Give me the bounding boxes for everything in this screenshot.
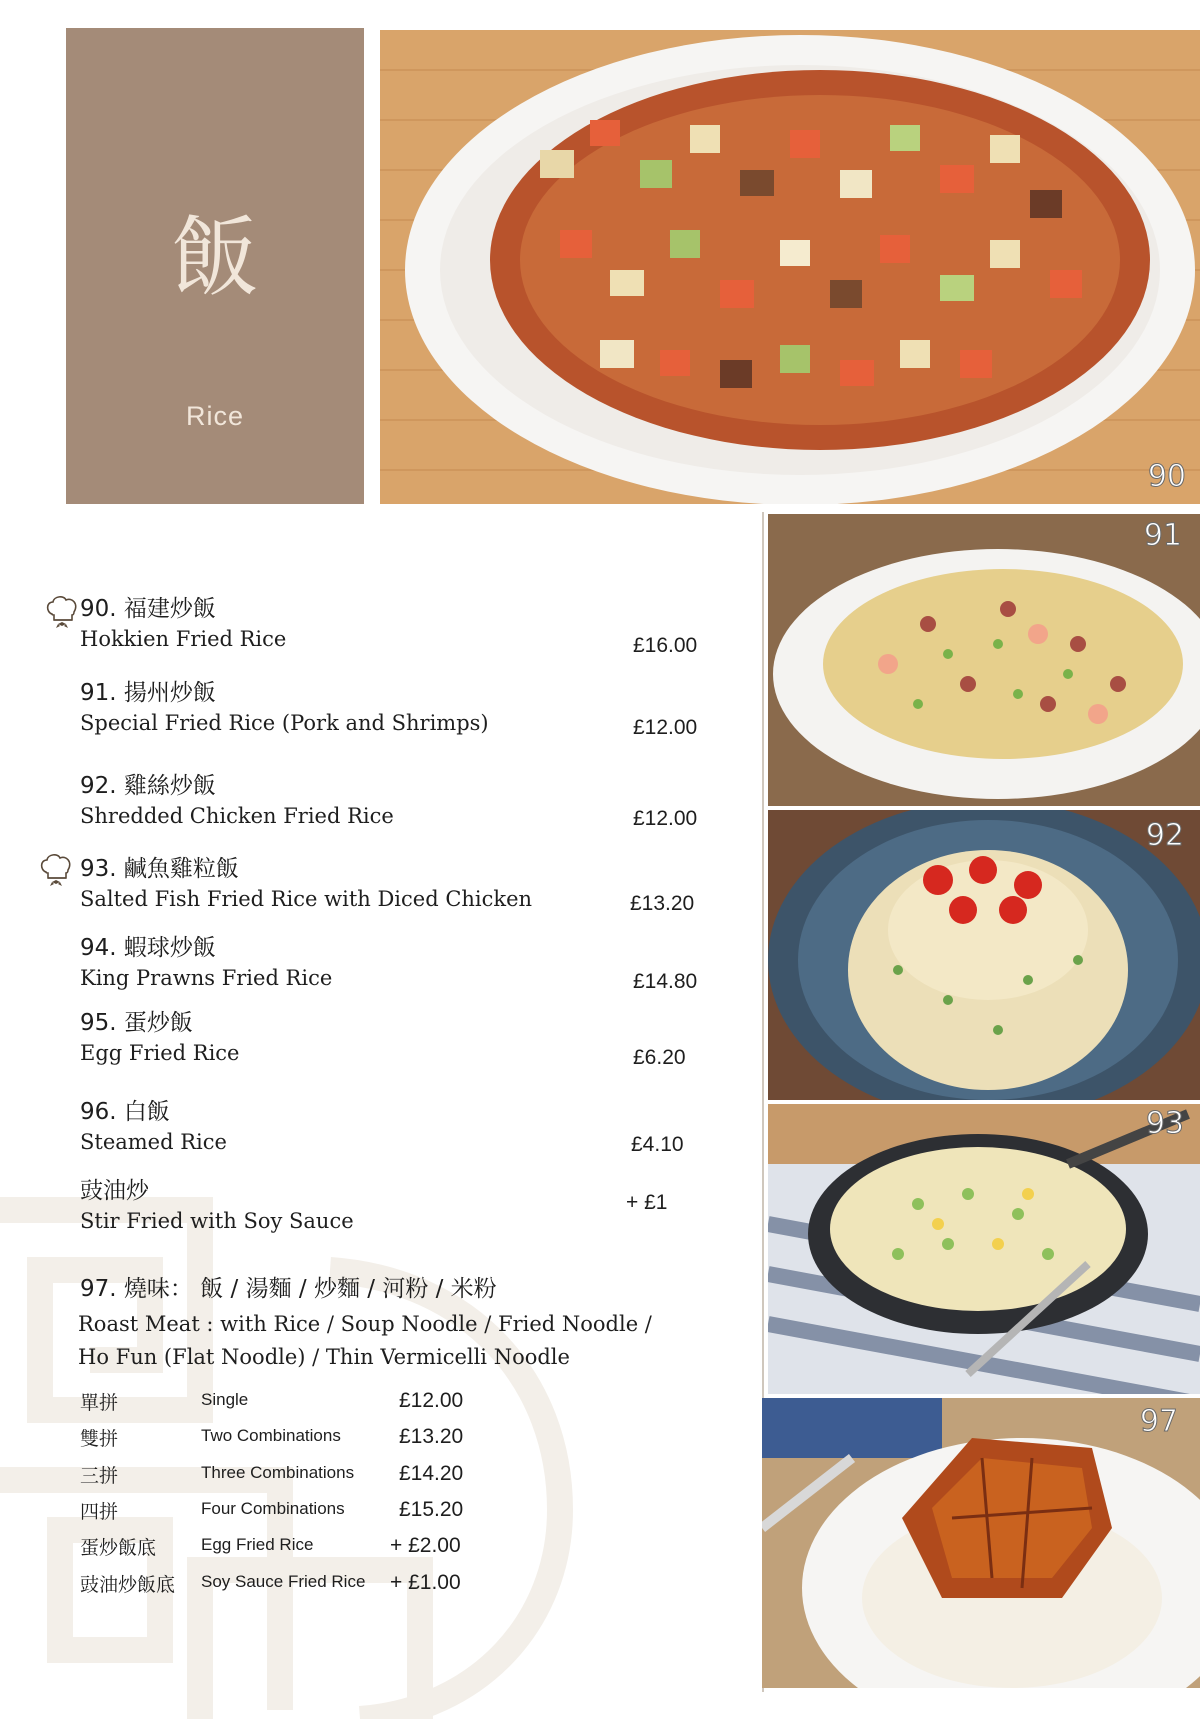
menu-item-94 (80, 933, 720, 993)
combo-row-three (80, 1461, 500, 1491)
combo-chinese: 豉油炒飯底 (80, 1574, 176, 1596)
section-title-chinese: 飯 (170, 206, 259, 309)
combo-price: £14.20 (399, 1462, 464, 1485)
item-price: £14.80 (633, 970, 698, 993)
combo-price: + £1.00 (390, 1571, 461, 1594)
combo-row-four (80, 1497, 500, 1527)
combo-english: Four Combinations (201, 1499, 345, 1518)
photo-special-fried-rice (768, 514, 1200, 806)
item-name-english: Salted Fish Fried Rice with Diced Chicken (80, 887, 533, 911)
chef-hat-icon (38, 852, 74, 890)
item-name-chinese: 92. 雞絲炒飯 (80, 773, 216, 799)
combo-chinese: 四拼 (80, 1501, 119, 1523)
photo-number-97: 97 (1139, 1404, 1178, 1439)
combo-chinese: 三拼 (80, 1465, 119, 1487)
item-name-chinese: 95. 蛋炒飯 (80, 1010, 193, 1036)
menu-item-90 (80, 594, 720, 654)
combo-english: Three Combinations (201, 1463, 355, 1482)
photo-hokkien-fried-rice (380, 30, 1200, 504)
combo-price: £15.20 (399, 1498, 464, 1521)
item-name-english: Stir Fried with Soy Sauce (80, 1209, 354, 1233)
combo-chinese: 單拼 (80, 1392, 119, 1414)
photo-shredded-chicken-fried-rice (768, 810, 1200, 1100)
menu-item-soy-sauce-option (80, 1176, 720, 1236)
combo-chinese: 雙拼 (80, 1428, 119, 1450)
combo-row-egg-fried-rice (80, 1533, 500, 1563)
combo-english: Single (201, 1390, 249, 1409)
item-price: £12.00 (633, 807, 698, 830)
item-price: £13.20 (630, 892, 695, 915)
photo-number-91: 91 (1143, 518, 1182, 553)
combo-english: Egg Fried Rice (201, 1535, 314, 1554)
menu-item-93 (80, 854, 720, 914)
item-price: £12.00 (633, 716, 698, 739)
item-name-english: King Prawns Fried Rice (80, 966, 333, 990)
section-title-box (66, 28, 364, 504)
item-name-english: Special Fried Rice (Pork and Shrimps) (80, 711, 489, 735)
item-name-chinese: 94. 蝦球炒飯 (80, 935, 216, 961)
item-price: + £1 (626, 1191, 668, 1214)
combo-price: + £2.00 (390, 1534, 461, 1557)
photo-roast-meat-rice (762, 1398, 1200, 1688)
chef-hat-icon (44, 594, 80, 632)
roast-meat-english-line-2: Ho Fun (Flat Noodle) / Thin Vermicelli Noodle (78, 1345, 570, 1369)
item-name-chinese: 豉油炒 (80, 1178, 149, 1204)
photo-salted-fish-fried-rice (768, 1104, 1200, 1394)
photo-number-90: 90 (1147, 459, 1186, 494)
roast-meat-chinese: 97. 燒味： 飯 / 湯麵 / 炒麵 / 河粉 / 米粉 (80, 1276, 497, 1302)
combo-english: Soy Sauce Fried Rice (201, 1572, 366, 1591)
menu-item-91 (80, 678, 720, 738)
item-name-english: Egg Fried Rice (80, 1041, 240, 1065)
menu-item-95 (80, 1008, 720, 1068)
item-name-chinese: 93. 鹹魚雞粒飯 (80, 856, 239, 882)
menu-item-92 (80, 771, 720, 831)
combo-price: £12.00 (399, 1389, 464, 1412)
roast-meat-english-line-1: Roast Meat : with Rice / Soup Noodle / Fried Noodle / (78, 1312, 652, 1336)
photo-number-93: 93 (1145, 1106, 1184, 1141)
item-price: £6.20 (633, 1046, 686, 1069)
menu-item-97-heading (80, 1274, 720, 1304)
item-name-english: Shredded Chicken Fried Rice (80, 804, 394, 828)
combo-english: Two Combinations (201, 1426, 341, 1445)
item-name-english: Steamed Rice (80, 1130, 227, 1154)
item-price: £16.00 (633, 634, 698, 657)
combo-row-single (80, 1388, 500, 1418)
combo-price: £13.20 (399, 1425, 464, 1448)
combo-row-soy-sauce-fried-rice (80, 1570, 500, 1600)
item-name-chinese: 96. 白飯 (80, 1099, 170, 1125)
combo-chinese: 蛋炒飯底 (80, 1537, 157, 1559)
section-title-english: Rice (185, 401, 244, 431)
menu-item-96 (80, 1097, 720, 1157)
photo-number-92: 92 (1145, 818, 1184, 853)
combo-row-two (80, 1424, 500, 1454)
item-name-chinese: 91. 揚州炒飯 (80, 680, 216, 706)
item-name-english: Hokkien Fried Rice (80, 627, 287, 651)
item-name-chinese: 90. 福建炒飯 (80, 596, 216, 622)
item-price: £4.10 (631, 1133, 684, 1156)
